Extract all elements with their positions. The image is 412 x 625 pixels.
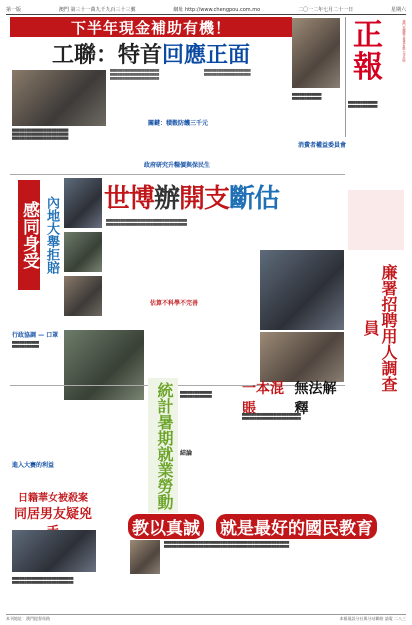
issue-number: 澳門 第三十一萬九千九百三十三號 xyxy=(58,6,136,13)
columnist-photo xyxy=(130,540,160,574)
workers-photo xyxy=(64,330,144,400)
expo-body: ▆▆▆▆▆▆▆▆▆▆▆▆▆▆▆▆▆▆▆▆▆▆▆▆▆▆▆▆▆▆▆▆▆ ▆▆▆▆▆▆▆▆▆▆▆▆▆▆▆▆▆▆▆▆▆▆▆▆▆▆▆▆▆▆▆▆▆ xyxy=(106,218,187,227)
footer-left: 本刊地址：澳門提督馬路 xyxy=(6,615,50,621)
expo-title-4: 斷估 xyxy=(229,183,280,214)
subhead-3: 消費者權益委員會 xyxy=(298,142,347,149)
meeting-photo xyxy=(12,70,106,126)
lead-body-mid: ▆▆▆▆▆▆▆▆▆▆▆▆▆▆▆▆▆▆▆▆ ▆▆▆▆▆▆▆▆▆▆▆▆▆▆▆▆▆▆▆▆ ▆▆▆▆▆▆▆▆▆▆▆▆▆▆▆▆▆▆▆▆ xyxy=(110,68,160,81)
footer-right: 本報現設分社與分站聯絡 請電 二八三 xyxy=(339,615,406,621)
green-vertical-headline: 統計暑期就業勞動 xyxy=(148,378,178,513)
speaker-photo xyxy=(260,332,344,382)
page-label: 第一版 xyxy=(6,6,22,13)
police-photo xyxy=(12,530,96,572)
subhead-1: 關鍵：積穀防饑三千元 xyxy=(148,120,209,127)
logo-char-1: 正 xyxy=(353,18,383,53)
lead-body-right: ▆▆▆▆▆▆▆▆▆▆▆▆▆▆▆▆▆▆▆ ▆▆▆▆▆▆▆▆▆▆▆▆▆▆▆▆▆▆▆ xyxy=(204,68,251,77)
no-explain-headline xyxy=(242,381,347,417)
airport-photo xyxy=(64,178,102,228)
education-body: ▆▆▆▆▆▆▆▆▆▆▆▆▆▆▆▆▆▆▆▆▆▆▆▆▆▆▆▆▆▆▆▆▆▆▆▆▆▆▆▆▆▆▆▆▆▆▆▆▆▆▆ ▆▆▆▆▆▆▆▆▆▆▆▆▆▆▆▆▆▆▆▆▆▆▆▆▆▆▆▆▆▆▆▆▆▆▆▆▆▆▆▆▆▆▆▆▆▆▆▆▆▆▆ xyxy=(164,540,290,549)
masthead-logo xyxy=(348,20,388,84)
expo-headline xyxy=(104,178,340,214)
no-explain-body: ▆▆▆▆▆▆▆▆▆▆▆▆▆▆▆▆▆▆▆▆▆▆▆▆ ▆▆▆▆▆▆▆▆▆▆▆▆▆▆▆▆▆▆▆▆▆▆▆▆ xyxy=(242,412,301,421)
crime-body: ▆▆▆▆▆▆▆▆▆▆▆▆▆▆▆▆▆▆▆▆▆▆▆▆▆ ▆▆▆▆▆▆▆▆▆▆▆▆▆▆▆▆▆▆▆▆▆▆▆▆▆ xyxy=(12,576,74,585)
left-body: ▆▆▆▆▆▆▆▆▆▆▆ ▆▆▆▆▆▆▆▆▆▆▆ xyxy=(12,340,39,349)
subhead-4: 行政協調 — 口罩 xyxy=(12,332,59,339)
left-vertical-headline xyxy=(18,180,62,290)
subhead-5: 進入大賽的利益 xyxy=(12,462,55,469)
lab-photo xyxy=(64,232,102,272)
masthead-info: ▆▆▆▆▆▆▆▆▆▆▆▆ ▆▆▆▆▆▆▆▆▆▆▆▆ xyxy=(348,100,378,109)
logo-char-2: 報 xyxy=(353,50,383,85)
crime-title-1: 日籍華女被殺案 xyxy=(18,493,88,504)
issue-date: 二〇一二年七月二十一日 xyxy=(298,6,354,13)
weekday: 星期六 xyxy=(390,6,406,13)
tower-photo xyxy=(260,250,344,330)
education-headline xyxy=(128,515,398,537)
right-vertical-headline: 廉署招聘用人調查員 xyxy=(361,264,398,392)
subhead-7: 估算不科學不完善 xyxy=(150,300,199,307)
expo-title-2: 辦 xyxy=(154,183,180,214)
education-title-1: 教以真誠 xyxy=(128,514,204,539)
header-rule xyxy=(6,14,406,15)
expo-title-1: 世博 xyxy=(104,183,155,214)
left-vert-blue: 內地大舉拒賠 xyxy=(44,196,59,274)
subhead-2: 政府研究升糧價與保民生 xyxy=(144,162,211,169)
left-vert-red: 感同身受 xyxy=(18,180,40,290)
section-divider-1 xyxy=(10,174,345,175)
promo-box xyxy=(348,190,404,250)
lead-headline xyxy=(10,39,292,67)
education-title-2: 就是最好的國民教育 xyxy=(216,514,377,539)
lead-title-a: 工聯：特首 xyxy=(51,42,162,68)
lead-kicker: 下半年現金補助有機！ xyxy=(10,17,292,37)
no-explain-1: 一本混賬 xyxy=(242,381,284,417)
website-url[interactable]: 網址 http://www.chengpou.com.mo xyxy=(173,6,261,13)
green-body: ▆▆▆▆▆▆▆▆▆▆▆▆▆ ▆▆▆▆▆▆▆▆▆▆▆▆▆ xyxy=(180,390,212,399)
portrait-photo xyxy=(292,18,340,88)
expo-title-3: 開支 xyxy=(179,183,230,214)
crime-title-2: 同居男友疑兇 xyxy=(13,507,92,522)
lead-body-left: ▇▇▇▇▇▇▇▇▇▇▇▇▇▇▇▇▇▇▇▇▇▇▇ ▇▇▇▇▇▇▇▇▇▇▇▇▇▇▇▇▇▇▇▇▇▇▇ ▇▇▇▇▇▇▇▇▇▇▇▇▇▇▇▇▇▇▇▇▇▇▇ xyxy=(12,128,69,141)
lead-title-b: 回應正面 xyxy=(162,42,251,68)
page-header xyxy=(6,4,406,14)
subhead-6: 結論 xyxy=(180,450,193,457)
masthead-side-text: 澳門社團聯合報業有限公司出版 xyxy=(402,20,406,62)
crime-headline xyxy=(10,492,96,528)
officials-photo xyxy=(64,276,102,316)
page-footer xyxy=(6,614,406,622)
sidebar-body: ▆▆▆▆▆▆▆▆▆▆▆▆ ▆▆▆▆▆▆▆▆▆▆▆▆ xyxy=(292,92,322,101)
no-explain-2: 無法解釋 xyxy=(294,381,337,417)
